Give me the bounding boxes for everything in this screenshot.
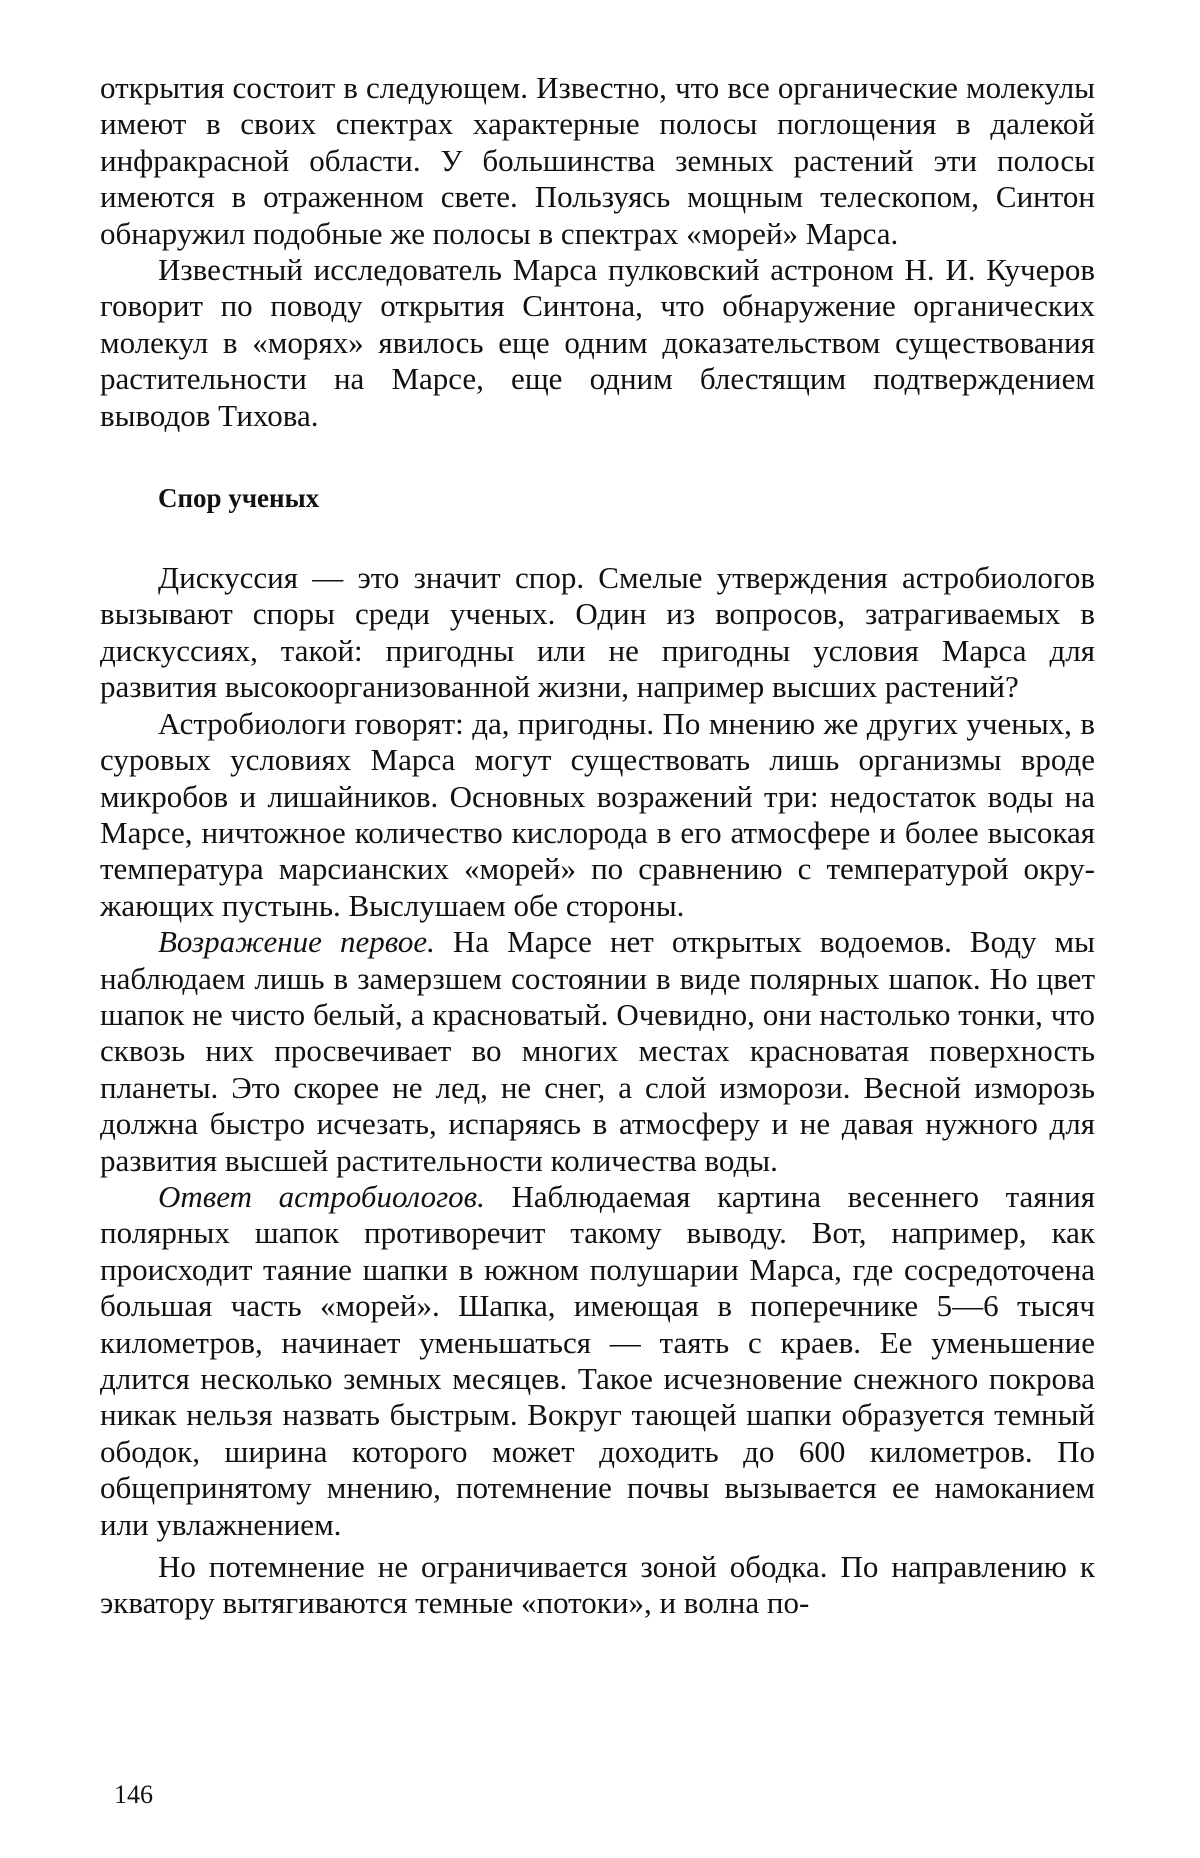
page-number: 146 bbox=[114, 1780, 153, 1809]
paragraph-darkening: Но потемнение не ограничивается зоной ободка. По направлению к экватору вытягиваются темные «потоки», и волна по- bbox=[100, 1549, 1095, 1621]
objection-one-lead: Возражение первое. bbox=[158, 924, 435, 960]
section-heading: Спор ученых bbox=[158, 483, 320, 514]
answer-text: Наблюдаемая картина весеннего таяния полярных шапок противоречит такому выводу. Вот, например, как происходит таяние шапки в южном полушарии Марса, где сосредоточена большая часть «морей». Шапка, имеющая в поперечнике 5—6 тысяч километров, начинает уменьшаться — таять с краев. Ее уменьшение длится несколько земных месяцев. Такое исчезновение снежного покрова никак нельзя назвать быстрым. Вокруг тающей шапки образуется темный ободок, ширина которого может доходить до 600 километров. По общепринятому мнению, потемнение почвы вызывается ее намоканием или увлажнением. bbox=[100, 1178, 1095, 1542]
heading-spacer bbox=[100, 516, 1095, 560]
paragraph-continuation: открытия состоит в следующем. Известно, что все органические молекулы имеют в своих спектрах характерные полосы поглощения в далекой инфракрасной области. У большинства земных растений эти полосы имеются в отраженном свете. Пользуясь мощным телескопом, Синтон обнаружил подобные же полосы в спектрах «морей» Марса. bbox=[100, 70, 1095, 251]
answer-lead: Ответ астробиологов. bbox=[158, 1178, 485, 1214]
paragraph-answer bbox=[100, 1179, 1095, 1543]
objection-one-text: На Марсе нет открытых водоемов. Воду мы наблюдаем лишь в замерзшем состоянии в виде полярных шапок. Но цвет шапок не чисто белый, а красноватый. Очевидно, они настолько тонки, что сквозь них просвечивает во многих местах красноватая поверхность планеты. Это скорее не лед, не снег, а слой изморози. Весной изморозь должна быстро исчезать, испаряясь в атмосферу и не давая нужного для развития высшей растительности количества воды. bbox=[100, 924, 1095, 1178]
paragraph-astrobiologists: Астробиологи говорят: да, пригодны. По мнению же других ученых, в суровых условиях Марса могут существовать лишь организмы вроде микробов и лишайников. Основных возражений три: недостаток воды на Марсе, ничтожное количество кислорода в его атмосфере и более высокая температура марсианских «морей» по сравнению с температурой окружающих пустынь. Выслушаем обе стороны. bbox=[100, 705, 1095, 923]
paragraph-kucherov: Известный исследователь Марса пулковский астроном Н. И. Кучеров говорит по поводу открытия Синтона, что обнаружение органических молекул в «морях» явилось еще одним доказательством существования растительности на Марсе, еще одним блестящим подтверждением выводов Тихова. bbox=[100, 252, 1095, 433]
paragraph-discussion: Дискуссия — это значит спор. Смелые утверждения астробиологов вызывают споры среди ученых. Один из вопросов, затрагиваемых в дискуссиях, такой: пригодны или не пригодны условия Марса для развития высокоорганизованной жизни, например высших растений? bbox=[100, 560, 1095, 705]
paragraph-objection-one bbox=[100, 924, 1095, 1179]
page-body bbox=[100, 70, 1095, 1622]
